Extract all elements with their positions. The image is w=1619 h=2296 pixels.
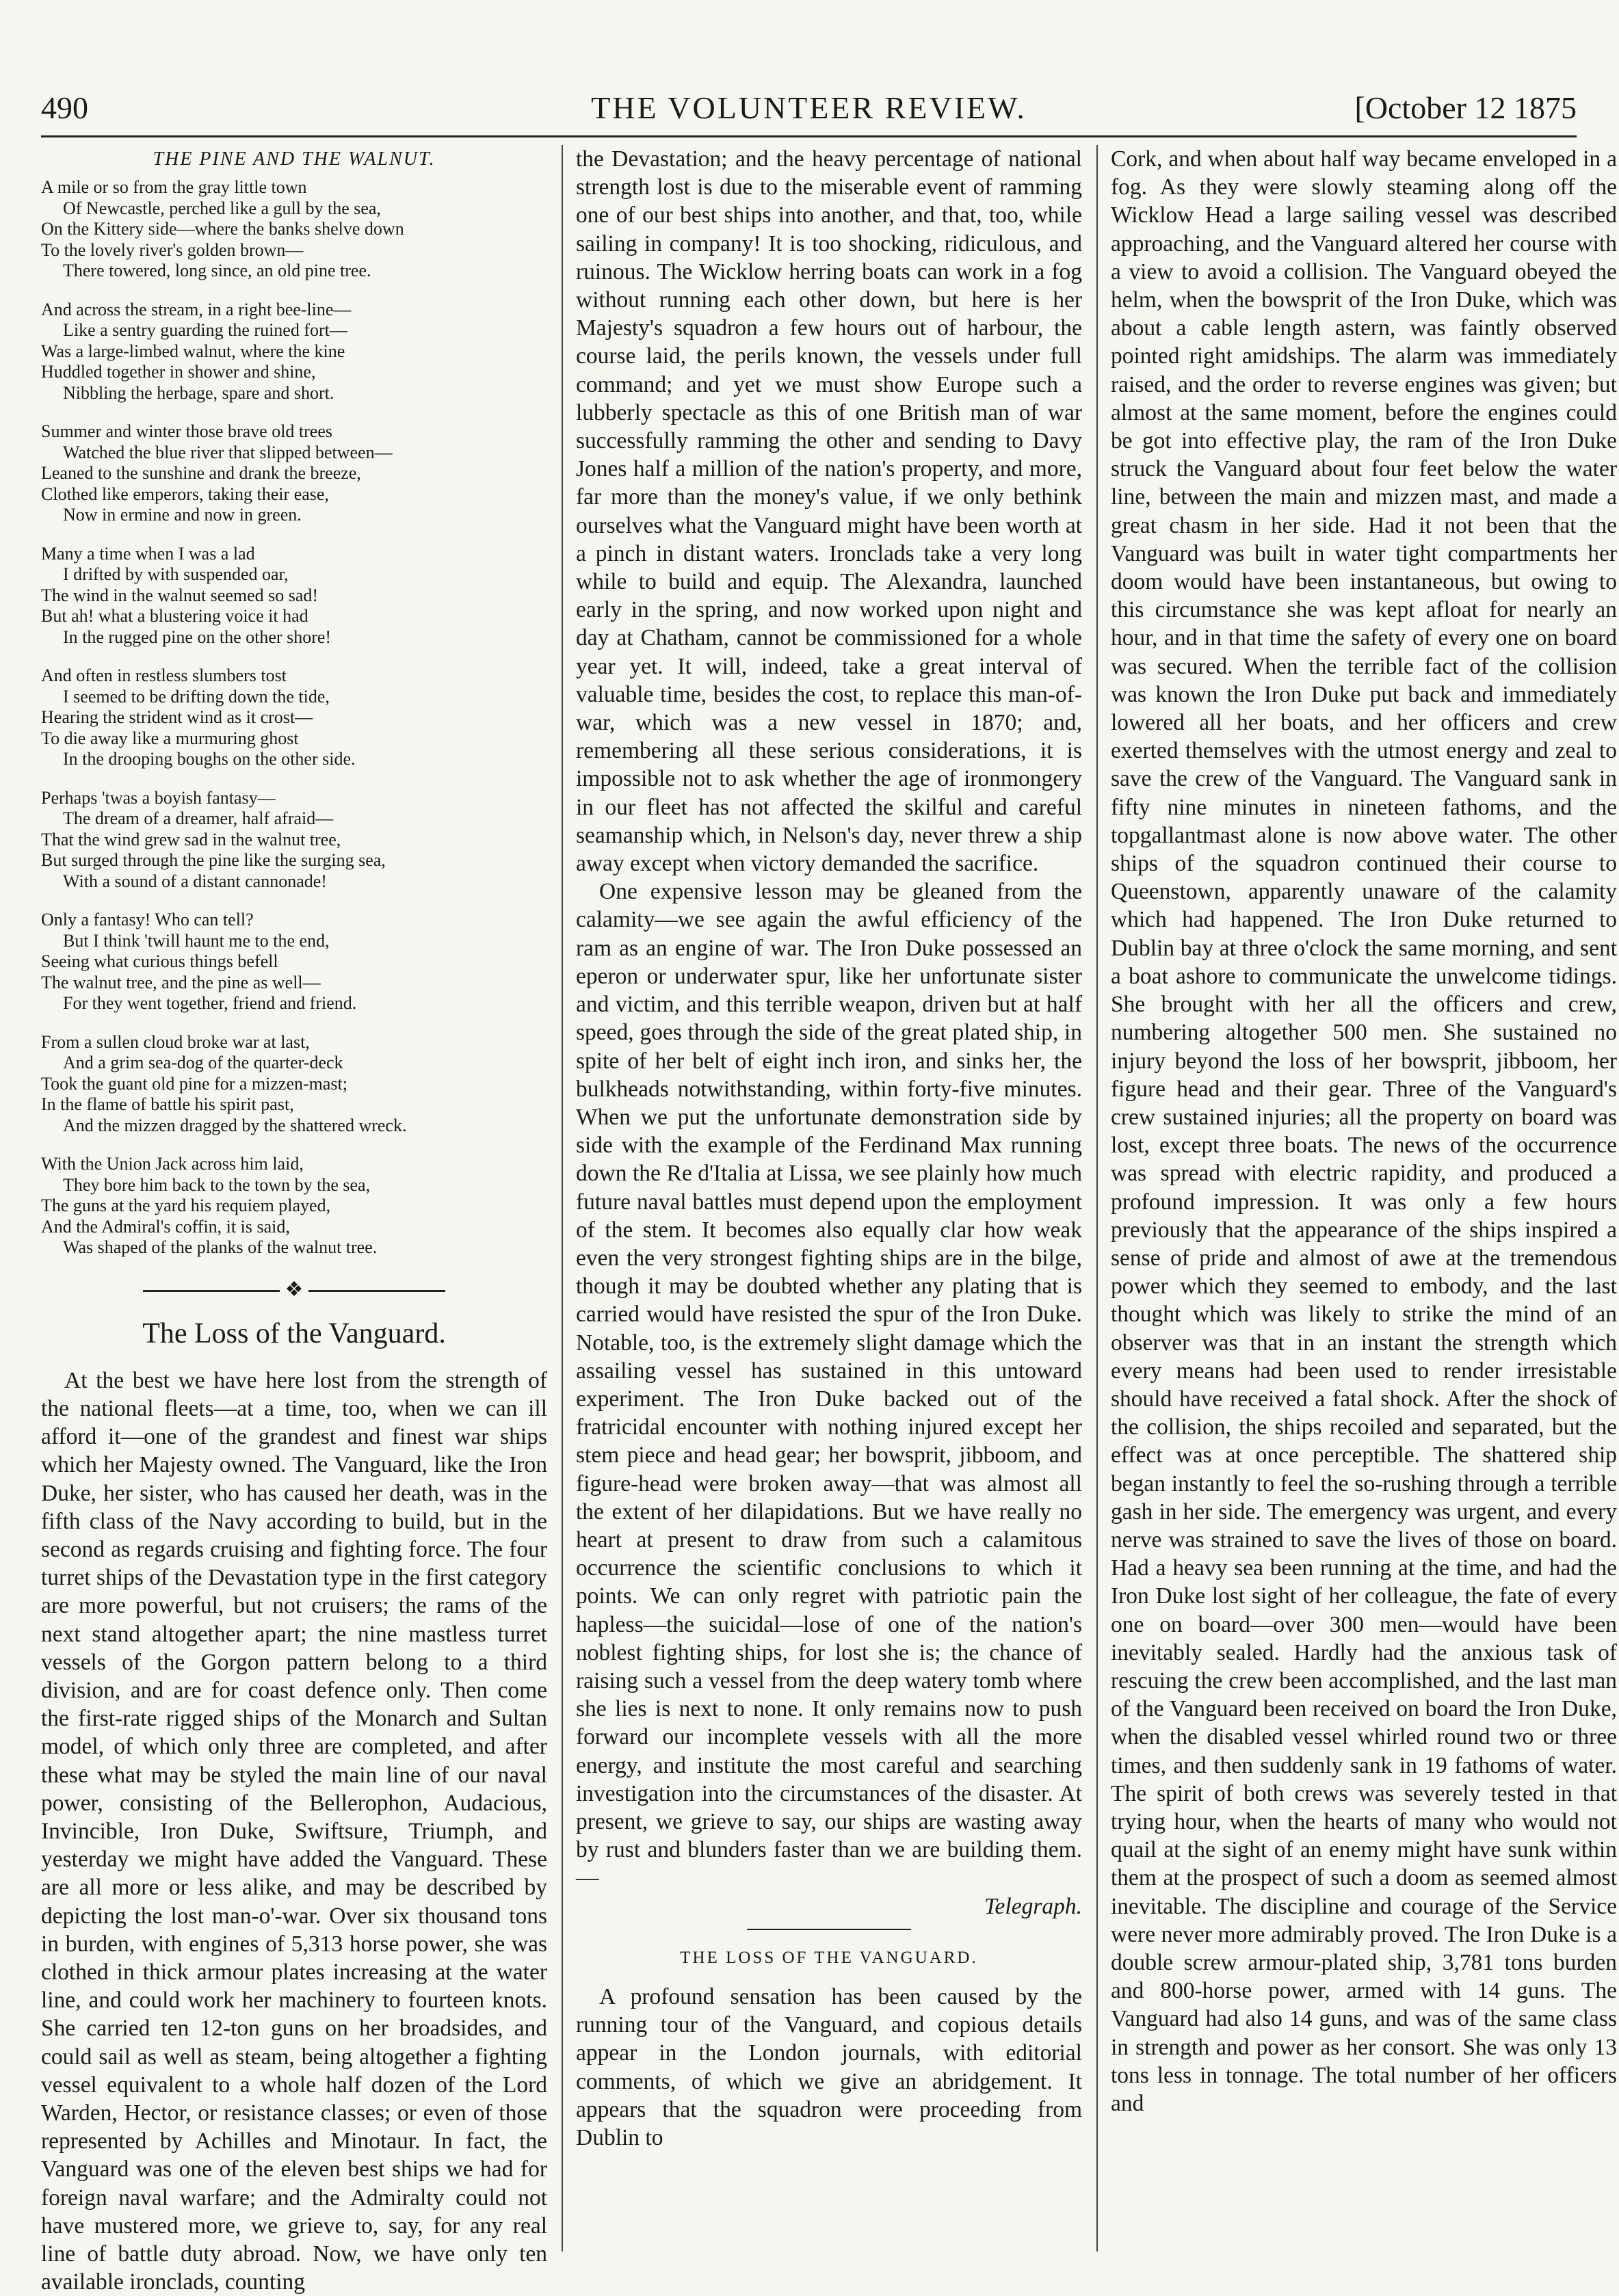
publication-title: THE VOLUNTEER REVIEW. [591,90,1027,125]
subsection-rule [747,1929,911,1930]
poem-line: Watched the blue river that slipped between— [63,442,393,462]
column-divider-1 [562,145,563,2252]
poem-stanza [41,421,547,526]
poem-line: That the wind grew sad in the walnut tree, [41,829,341,849]
poem-line: The walnut tree, and the pine as well— [41,972,321,992]
poem-line: Hearing the strident wind as it crost— [41,707,313,728]
poem-stanza [41,788,547,893]
section-ornament: ❖ [41,1276,547,1304]
poem-line: But ah! what a blustering voice it had [41,606,308,626]
poem-line: Was a large-limbed walnut, where the kine [41,341,345,361]
poem-line: The guns at the yard his requiem played, [41,1196,331,1216]
poem-line: And across the stream, in a right bee-line— [41,299,352,319]
poem-line: In the flame of battle his spirit past, [41,1094,294,1115]
poem-line: Of Newcastle, perched like a gull by the sea, [63,198,381,218]
poem-line: And the mizzen dragged by the shattered wreck. [63,1115,407,1135]
poem-line: Leaned to the sunshine and drank the breeze, [41,463,361,484]
poem-stanza [41,665,547,770]
poem-line: But surged through the pine like the surging sea, [41,850,386,871]
poem-line: Only a fantasy! Who can tell? [41,910,254,930]
article-col2-text [576,145,1082,1921]
poem-line: There towered, long since, an old pine tree. [63,261,371,281]
poem-line: A mile or so from the gray little town [41,177,307,198]
page-number: 490 [41,90,88,125]
article-credit-line [576,1892,1082,1921]
poem-line: In the drooping boughs on the other side. [63,749,356,769]
poem-body [41,177,547,1258]
poem-line: And a grim sea-dog of the quarter-deck [63,1053,343,1073]
poem-line: And the Admiral's coffin, it is said, [41,1216,290,1237]
article-title: The Loss of the Vanguard. [142,1317,446,1349]
article-col2-text-b [576,1983,1082,2152]
column-2 [576,145,1082,2258]
article-credit: Telegraph. [984,1893,1082,1919]
poem-line: Like a sentry guarding the ruined fort— [63,320,347,341]
poem-stanza [41,544,547,648]
poem-line: Seeing what curious things befell [41,951,278,972]
poem-line: The dream of a dreamer, half afraid— [63,808,334,829]
poem-stanza [41,910,547,1014]
poem-line: And often in restless slumbers tost [41,665,287,686]
column-3 [1111,145,1617,2258]
poem-line: From a sullen cloud broke war at last, [41,1031,310,1052]
poem-title: THE PINE AND THE WALNUT. [153,148,436,170]
poem-stanza [41,1032,547,1137]
article-paragraph: the Devastation; and the heavy percentage of national strength lost is due to the miserable event of ramming one of our best ships into another, and that, too, while sailing in company! It is too shocking, ridiculous, and ruinous. The Wicklow herring boats can work in a fog without running each other down, but here is her Majesty's squadron a few hours out of harbour, the course laid, the perils known, the vessels under full command; and yet we must show Europe such a lubberly spectacle as this of one British man of war successfully ramming the other and sending to Davy Jones half a million of the nation's property, and more, far more than the money's value, if we only bethink ourselves what the Vanguard might have been worth at a pinch in distant waters. Ironclads take a very long while to build and equip. The Alexandra, launched early in the spring, and now worked upon night and day at Chatham, cannot be commissioned for a whole year yet. It will, indeed, take a great interval of valuable time, besides the cost, to replace this man-of-war, which was a new vessel in 1870; and, remembering all these serious considerations, it is impossible not to ask whether the age of ironmongery in our fleet has not affected the skilful and careful seamanship which, in Nelson's day, never threw a ship away except when victory demanded the sacrifice. [576,146,1082,877]
article-paragraph: Cork, and when about half way became enveloped in a fog. As they were slowly steaming along off the Wicklow Head a large sailing vessel was described approaching, and the Vanguard altered her course with a view to avoid a collision. The Vanguard obeyed the helm, when the bowsprit of the Iron Duke, which was about a cable length astern, was faintly observed pointed right amidships. The alarm was immediately raised, and the order to reverse engines was given; but almost at the same moment, before the engines could be got into effective play, the ram of the Iron Duke struck the Vanguard about four feet below the water line, between the main and mizzen mast, and made a great chasm in her side. Had it not been that the Vanguard was built in water tight compartments her doom would have been instantaneous, but owing to this circumstance she was kept afloat for nearly an hour, and in that time the safety of every one on board was secured. When the terrible fact of the collision was known the Iron Duke put back and immediately lowered all her boats, and her officers and crew exerted themselves with the utmost energy and zeal to save the crew of the Vanguard. The Vanguard sank in fifty nine minutes in nineteen fathoms, and the topgallantmast alone is now above water. The other ships of the squadron continued their course to Queenstown, apparently unaware of the calamity which had happened. The Iron Duke returned to Dublin bay at three o'clock the same morning, and sent a boat ashore to communicate the unwelcome tidings. She brought with her all the officers and crew, numbering altogether 500 men. She sustained no injury beyond the loss of her bowsprit, jibboom, her figure head and their gear. Three of the Vanguard's crew sustained injuries; all the property on board was lost, except three boats. The news of the occurrence was spread with electric rapidity, and produced a profound impression. It was only a few hours previously that the appearance of the ships inspired a sense of pride and almost of awe at the tremendous power which they seemed to embody, and the last thought which was likely to strike the mind of an observer was that in an instant the strength which every means had been used to render irresistable should have received a fatal shock. After the shock of the collision, the ships recoiled and separated, but the effect was at once perceptible. The shattered ship began instantly to feel the so-rushing through a terrible gash in her side. The emergency was urgent, and every nerve was strained to save the lives of those on board. Had a heavy sea been running at the time, and had the Iron Duke lost sight of her colleague, the fate of every one on board—over 300 men—would have been inevitably sealed. Hardly had the anxious task of rescuing the crew been accomplished, and the last man of the Vanguard been received on board the Iron Duke, when the disabled vessel whirled round two or three times, and then suddenly sank in 19 fathoms of water. The spirit of both crews was severely tested in that trying hour, when the hearts of many who would not quail at the sight of an enemy might have sunk within them at the prospect of such a doom as seemed almost inevitable. The discipline and courage of the Service were never more admirably proved. The Iron Duke is a double screw armour-plated ship, 3,781 tons burden and 800-horse power, armed with 14 guns. The Vanguard had also 14 guns, and was of the same class in strength and power as her consort. She was only 13 tons less in tonnage. The total number of her officers and [1111,146,1617,2117]
poem-line: The wind in the walnut seemed so sad! [41,585,319,605]
poem-line: But I think 'twill haunt me to the end, [63,930,330,951]
poem-line: Nibbling the herbage, spare and short. [63,382,334,403]
poem-line: On the Kittery side—where the banks shelve down [41,219,404,239]
header-rule [41,135,1577,137]
poem-line: Took the guant old pine for a mizzen-mast; [41,1073,347,1094]
poem-stanza [41,177,547,282]
poem-line: They bore him back to the town by the sea, [63,1174,371,1195]
poem-line: Summer and winter those brave old trees [41,421,332,442]
column-1 [41,145,547,2295]
article-paragraph: One expensive lesson may be gleaned from the calamity—we see again the awful efficiency of the ram as an engine of war. The Iron Duke possessed an eperon or underwater spur, like her unfortunate sister and victim, and this terrible weapon, driven but at half speed, goes through the side of the great plated ship, in spite of her belt of eight inch iron, and sinks her, the bulkheads notwithstanding, within forty-five minutes. When we put the unfortunate demonstration side by side with the example of the Ferdinand Max running down the Re d'Italia at Lissa, we see plainly how much future naval battles must depend upon the employment of the stem. It becomes also equally clar how weak even the very strongest fighting ships are in the bilge, though it may be doubted whether any plating that is carried would have resisted the spur of the Iron Duke. Notable, too, is the extremely slight damage which the assailing vessel has sustained in this untoward experiment. The Iron Duke backed out of the fratricidal encounter with nothing injured except her stem piece and head gear; her bowsprit, jibboom, and figure-head were broken away—that was almost all the extent of her dilapidations. But we have really no heart at present to draw from such a calamitous occurrence the scientific conclusions to which it points. We can only regret with patriotic pain the hapless—the suicidal—lose of one of the nation's noblest fighting ships, for lost she is; the chance of raising such a vessel from the deep watery tomb where she lies is next to none. It only remains now to push forward our incomplete vessels with all the more energy, and institute the most careful and searching investigation into the circumstances of the disaster. At present, we grieve to say, our ships are wasting away by rust and blunders faster than we are building them.— [576,879,1082,1891]
poem-line: Many a time when I was a lad [41,543,255,564]
article-col3-text [1111,145,1617,2117]
poem-line: Now in ermine and now in green. [63,505,302,525]
poem-line: With the Union Jack across him laid, [41,1154,304,1174]
article-paragraph: At the best we have here lost from the strength of the national fleets—at a time, too, when we can ill afford it—one of the grandest and finest war ships which her Majesty owned. The Vanguard, like the Iron Duke, her sister, who has caused her death, was in the fifth class of the Navy according to build, but in the second as regards cruising and fighting force. The four turret ships of the Devastation type in the first category are more powerful, but not cruisers; the rams of the next stand altogether apart; the nine mastless turret vessels of the Gorgon pattern belong to a third division, and are for coast defence only. Then come the first-rate rigged ships of the Monarch and Sultan model, of which only three are completed, and after these what may be styled the main line of our naval power, consisting of the Bellerophon, Audacious, Invincible, Iron Duke, Swiftsure, Triumph, and yesterday we might have added the Vanguard. These are all more or less alike, and may be described by depicting the lost man-o'-war. Over six thousand tons in burden, with engines of 5,313 horse power, she was clothed in thick armour plates increasing at the water line, and could work her machinery to fourteen knots. She carried ten 12-ton guns on her broadsides, and could sail as well as steam, being altogether a fighting vessel equivalent to a whole half dozen of the Lord Warden, Hector, or resistance classes; or even of those represented by Achilles and Minotaur. In fact, the Vanguard was one of the eleven best ships we had for foreign naval warfare; and the Admiralty could not have mustered more, we grieve to, say, for any real line of battle duty abroad. Now, we have only ten available ironclads, counting [41,1367,547,2295]
poem-line: In the rugged pine on the other shore! [63,626,332,647]
issue-date: [October 12 1875 [1354,90,1577,125]
poem-stanza [41,1154,547,1258]
poem-line: To the lovely river's golden brown— [41,239,304,260]
poem-stanza [41,300,547,404]
page-header [41,88,1577,129]
poem-line: To die away like a murmuring ghost [41,728,299,748]
column-divider-2 [1096,145,1098,2252]
poem-line: With a sound of a distant cannonade! [63,871,327,891]
poem-line: Was shaped of the planks of the walnut tree. [63,1237,378,1258]
poem-line: I seemed to be drifting down the tide, [63,686,330,707]
article-col1-text [41,1367,547,2296]
poem-line: Clothed like emperors, taking their ease, [41,484,329,504]
poem-line: Huddled together in shower and shine, [41,362,316,382]
poem-line: I drifted by with suspended oar, [63,564,289,585]
article-paragraph: A profound sensation has been caused by the running tour of the Vanguard, and copious details appear in the London journals, with editorial comments, of which we give an abridgement. It appears that the squadron were proceeding from Dublin to [576,1984,1082,2151]
poem-line: For they went together, friend and friend. [63,993,357,1014]
subsection-title: THE LOSS OF THE VANGUARD. [680,1948,978,1967]
poem-line: Perhaps 'twas a boyish fantasy— [41,787,276,808]
